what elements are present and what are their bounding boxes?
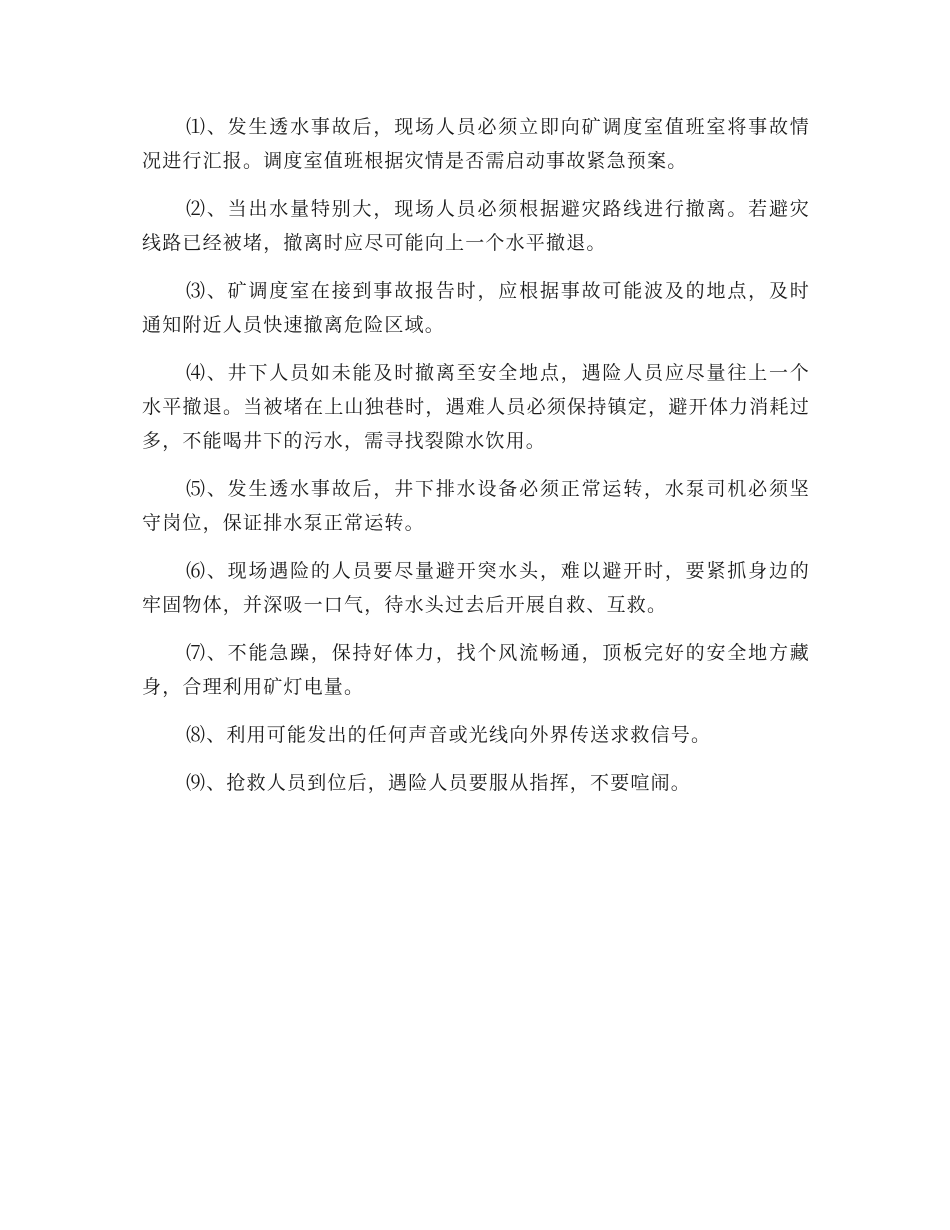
paragraph-2: ⑵、当出水量特别大，现场人员必须根据避灾路线进行撤离。若避灾线路已经被堵，撤离时应尽可能向上一个水平撤退。 [142,198,810,254]
paragraph-3: ⑶、矿调度室在接到事故报告时，应根据事故可能波及的地点，及时通知附近人员快速撤离危险区域。 [142,280,810,336]
paragraph-1: ⑴、发生透水事故后，现场人员必须立即向矿调度室值班室将事故情况进行汇报。调度室值班根据灾情是否需启动事故紧急预案。 [142,116,810,172]
paragraph-7: ⑺、不能急躁，保持好体力，找个风流畅通，顶板完好的安全地方藏身，合理利用矿灯电量。 [142,642,810,698]
paragraph-8: ⑻、利用可能发出的任何声音或光线向外界传送求救信号。 [186,724,712,746]
paragraph-9: ⑼、抢救人员到位后，遇险人员要服从指挥，不要喧闹。 [186,772,692,794]
paragraph-6: ⑹、现场遇险的人员要尽量避开突水头，难以避开时，要紧抓身边的牢固物体，并深吸一口气，待水头过去后开展自救、互救。 [142,560,810,616]
paragraph-5: ⑸、发生透水事故后，井下排水设备必须正常运转，水泵司机必须坚守岗位，保证排水泵正常运转。 [142,478,810,534]
paragraph-4: ⑷、井下人员如未能及时撤离至安全地点，遇险人员应尽量往上一个水平撤退。当被堵在上山独巷时，遇难人员必须保持镇定，避开体力消耗过多，不能喝井下的污水，需寻找裂隙水饮用。 [142,362,810,452]
document-body [142,110,810,814]
